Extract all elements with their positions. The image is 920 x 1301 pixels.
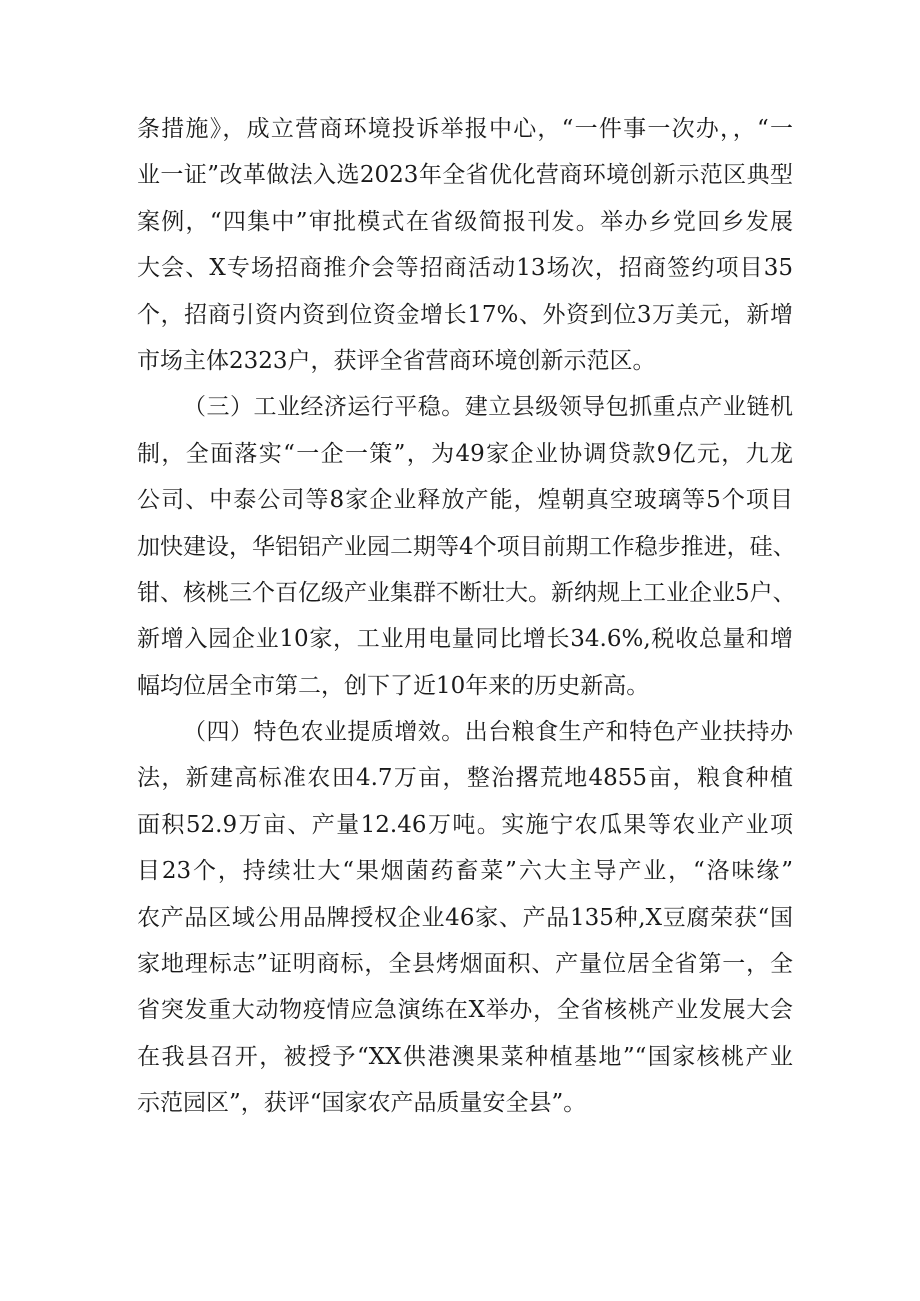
text-line: 示范园区”，获评“国家农产品质量安全县”。 (137, 1090, 587, 1117)
text-line: 个，招商引资内资到位资金增长17%、外资到位3万美元，新增 (137, 301, 793, 328)
text-line: 案例，“四集中”审批模式在省级简报刊发。举办乡党回乡发展 (137, 208, 793, 235)
text-line: 大会、X专场招商推介会等招商活动13场次，招商签约项目35 (137, 255, 793, 282)
text-line: 新增入园企业10家，工业用电量同比增长34.6%,税收总量和增 (137, 626, 793, 653)
text-line: 幅均位居全市第二，创下了近10年来的历史新高。 (137, 672, 650, 699)
text-line: 加快建设，华铝铝产业园二期等4个项目前期工作稳步推进，硅、 (137, 533, 796, 560)
text-line: （三）工业经济运行平稳。建立县级领导包抓重点产业链机 (183, 394, 793, 421)
text-line: 钳、核桃三个百亿级产业集群不断壮大。新纳规上工业企业5户、 (137, 579, 796, 606)
text-line: 市场主体2323户，获评全省营商环境创新示范区。 (137, 347, 656, 374)
text-line: 面积52.9万亩、产量12.46万吨。实施宁农瓜果等农业产业项 (137, 811, 793, 838)
paragraph-agriculture (137, 709, 793, 1127)
text-line: 在我县召开，被授予“XX供港澳果菜种植基地”“国家核桃产业 (137, 1043, 793, 1070)
text-line: 法，新建高标准农田4.7万亩，整治撂荒地4855亩，粮食种植 (137, 765, 793, 792)
paragraph-industrial-economy (137, 384, 796, 709)
text-line: 农产品区域公用品牌授权企业46家、产品135种,X豆腐荣获“国 (137, 904, 793, 931)
text-line: 条措施》，成立营商环境投诉举报中心，“一件事一次办，，“一 (137, 116, 793, 142)
paragraph-business-environment (137, 106, 793, 384)
text-line: 业一证”改革做法入选2023年全省优化营商环境创新示范区典型 (137, 162, 793, 189)
text-line: 公司、中泰公司等8家企业释放产能，煌朝真空玻璃等5个项目 (137, 487, 793, 514)
text-line: 目23个，持续壮大“果烟菌药畜菜”六大主导产业，“洛味缘” (137, 858, 793, 885)
document-body (137, 106, 796, 1127)
text-line: 家地理标志”证明商标，全县烤烟面积、产量位居全省第一，全 (137, 951, 793, 978)
text-line: （四）特色农业提质增效。出台粮食生产和特色产业扶持办 (183, 719, 793, 746)
text-line: 省突发重大动物疫情应急演练在X举办，全省核桃产业发展大会 (137, 997, 793, 1024)
text-line: 制，全面落实“一企一策”，为49家企业协调贷款9亿元，九龙 (137, 440, 793, 467)
